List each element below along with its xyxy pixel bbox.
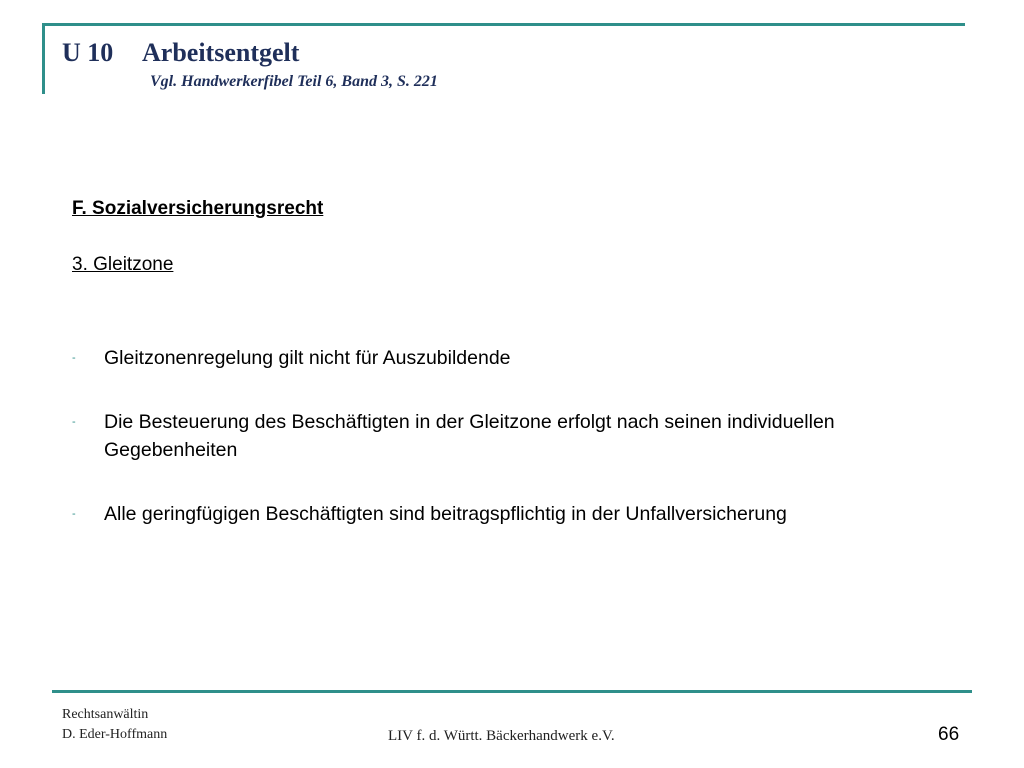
header-top-rule [42,23,965,26]
bullet-item [72,408,972,464]
section-heading: F. Sozialversicherungsrecht [72,198,324,219]
bullet-item [72,500,972,528]
footer-rule [52,690,972,693]
footer-author [62,705,167,745]
bullet-dash-icon: - [72,416,76,428]
footer-author-title: Rechtsanwältin [62,707,149,722]
slide-title [62,38,299,68]
section-subheading: 3. Gleitzone [72,254,174,275]
bullet-dash-icon: - [72,352,76,364]
page-number: 66 [938,724,960,745]
slide-subtitle: Vgl. Handwerkerfibel Teil 6, Band 3, S. 221 [150,73,438,90]
bullet-text: Gleitzonenregelung gilt nicht für Auszubildende [104,347,511,369]
bullet-text: Alle geringfügigen Beschäftigten sind beitragspflichtig in der Unfallversicherung [104,503,787,525]
slide-title-text: Arbeitsentgelt [142,38,300,67]
footer-organization: LIV f. d. Württ. Bäckerhandwerk e.V. [388,728,615,744]
header-left-rule [42,23,45,94]
bullet-dash-icon: - [72,508,76,520]
footer-author-name: D. Eder-Hoffmann [62,727,168,742]
bullet-text: Die Besteuerung des Beschäftigten in der Gleitzone erfolgt nach seinen individuellen Gegebenheiten [104,411,835,461]
bullet-item [72,344,972,372]
bullet-list [72,344,972,564]
slide-code: U 10 [62,38,114,67]
